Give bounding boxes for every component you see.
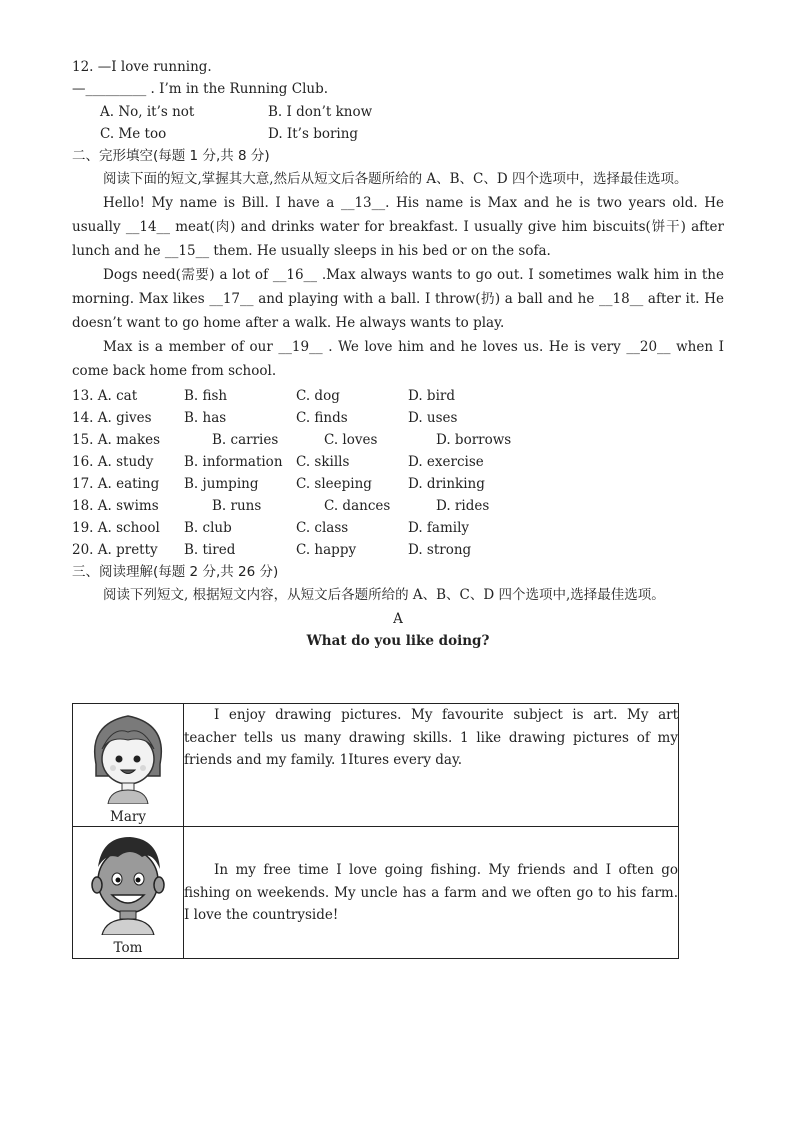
option-a: 13. A. cat [72, 387, 138, 404]
q12-option-a: A. No, it’s not [100, 103, 195, 120]
cloze-question-row [72, 407, 724, 429]
option-c: C. dances [324, 497, 391, 514]
q12-option-c: C. Me too [100, 125, 167, 142]
tom-picture-cell [73, 827, 184, 959]
option-c: C. sleeping [296, 475, 372, 492]
q12-options-row-1 [72, 101, 724, 123]
cloze-question-row [72, 451, 724, 473]
tom-name: Tom [113, 940, 143, 956]
option-a: 18. A. swims [72, 497, 159, 514]
exam-page [72, 56, 724, 652]
section3-instruction: 阅读下列短文, 根据短文内容，从短文后各题所给的 A、B、C、D 四个选项中,选择最佳选项。 [103, 586, 665, 603]
cloze-options-list [72, 385, 724, 561]
mary-picture-cell [73, 704, 184, 827]
mary-text-cell [184, 704, 679, 827]
option-a: 17. A. eating [72, 475, 160, 492]
option-a: 15. A. makes [72, 431, 161, 448]
tom-text-cell [184, 827, 679, 959]
reading-row-tom [73, 827, 679, 959]
option-b: B. runs [212, 497, 262, 514]
option-d: D. drinking [408, 475, 485, 492]
cloze-question-row [72, 473, 724, 495]
section2-instruction: 阅读下面的短文,掌握其大意,然后从短文后各题所给的 A、B、C、D 四个选项中，选择最佳选项。 [103, 170, 688, 187]
option-b: B. information [184, 453, 283, 470]
q12-question: 12. —I love running. [72, 59, 212, 75]
option-b: B. carries [212, 431, 279, 448]
option-c: C. dog [296, 387, 340, 404]
reading-row-mary [73, 704, 679, 827]
q12-options-row-2 [72, 123, 724, 145]
q12-reply: —_________ . I’m in the Running Club. [72, 81, 329, 98]
option-d: D. uses [408, 409, 458, 426]
option-a: 19. A. school [72, 519, 160, 536]
cloze-paragraph-2: Dogs need(需要) a lot of __16__ .Max always wants to go out. I sometimes walk him in the morning. Max likes __17__ and playing with a ball. I throw(扔) a ball and he __18__ after it. He doesn’t want to go home after a walk. He always wants to play. [72, 266, 724, 331]
option-c: C. class [296, 519, 349, 536]
option-c: C. finds [296, 409, 348, 426]
boy-avatar-icon [78, 827, 178, 935]
option-c: C. happy [296, 541, 357, 558]
option-a: 20. A. pretty [72, 541, 158, 558]
cloze-question-row [72, 385, 724, 407]
section2-heading: 二、完形填空(每题 1 分,共 8 分) [72, 147, 270, 164]
girl-avatar-icon [78, 704, 178, 804]
option-b: B. fish [184, 387, 228, 404]
mary-name: Mary [110, 809, 146, 825]
option-b: B. tired [184, 541, 236, 558]
q12-option-d: D. It’s boring [268, 125, 359, 142]
option-d: D. rides [436, 497, 490, 514]
cloze-paragraph-3: Max is a member of our __19__ . We love him and he loves us. He is very __20__ when I come back home from school. [72, 338, 724, 379]
cloze-question-row [72, 517, 724, 539]
cloze-question-row [72, 495, 724, 517]
option-d: D. exercise [408, 453, 484, 470]
cloze-question-row [72, 539, 724, 561]
option-d: D. strong [408, 541, 472, 558]
tom-text: In my free time I love going fishing. My friends and I often go fishing on weekends. My uncle has a farm and we often go to his farm. I love the countryside! [184, 862, 678, 923]
option-b: B. has [184, 409, 227, 426]
option-d: D. borrows [436, 431, 512, 448]
option-c: C. skills [296, 453, 350, 470]
option-b: B. club [184, 519, 232, 536]
option-b: B. jumping [184, 475, 259, 492]
mary-text: I enjoy drawing pictures. My favourite subject is art. My art teacher tells us many drawing skills. 1 like drawing pictures of my friends and my family. 1Itures every day. [184, 707, 678, 768]
passage-title: What do you like doing? [306, 632, 490, 649]
option-a: 14. A. gives [72, 409, 152, 426]
reading-table [72, 703, 679, 959]
option-d: D. bird [408, 387, 455, 404]
option-d: D. family [408, 519, 470, 536]
cloze-paragraph-1: Hello! My name is Bill. I have a __13__. His name is Max and he is two years old. He usually __14__ meat(肉) and drinks water for breakfast. I usually give him biscuits(饼干) after lunch and he __15__ them. He usually sleeps in his bed or on the sofa. [72, 194, 724, 259]
section3-heading: 三、阅读理解(每题 2 分,共 26 分) [72, 563, 279, 580]
cloze-question-row [72, 429, 724, 451]
passage-label: A [393, 610, 403, 627]
q12-option-b: B. I don’t know [268, 103, 373, 120]
option-a: 16. A. study [72, 453, 154, 470]
option-c: C. loves [324, 431, 378, 448]
